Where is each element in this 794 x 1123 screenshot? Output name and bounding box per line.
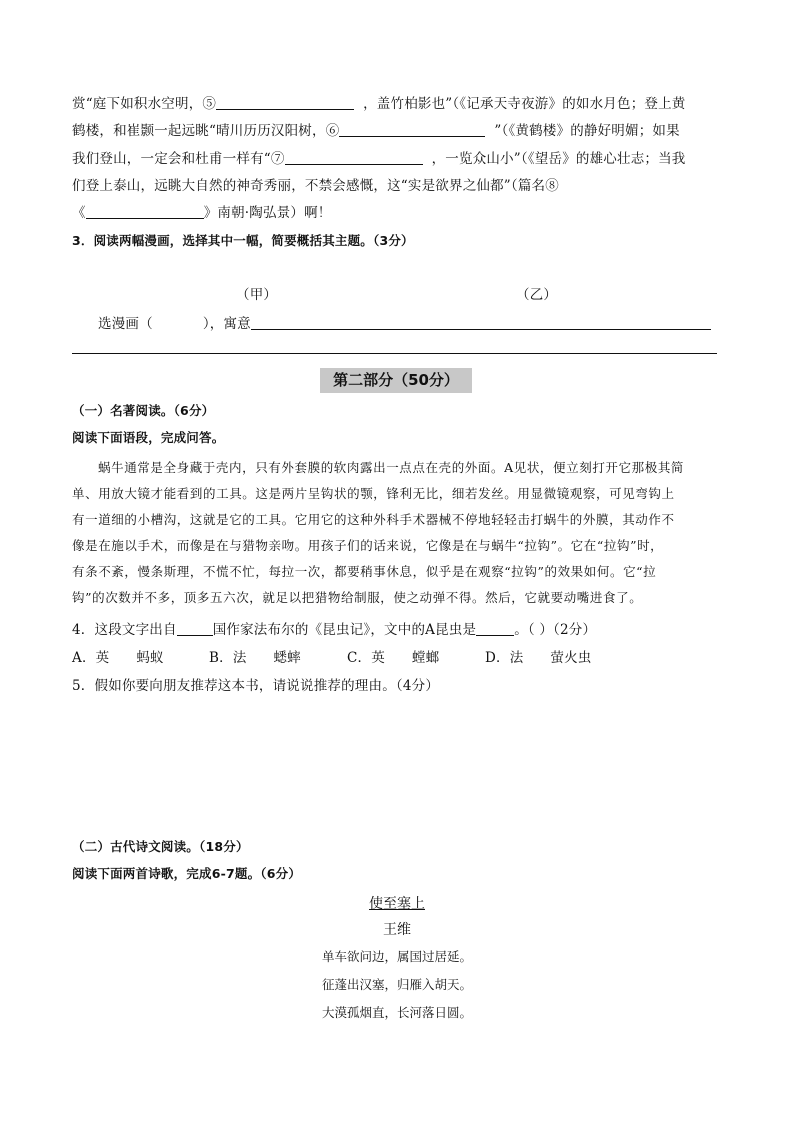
poem-line: 大漠孤烟直，长河落日圆。 xyxy=(321,1005,472,1020)
choice-letter: A．英 xyxy=(72,650,110,666)
fill-text: 《 xyxy=(72,205,86,221)
passage-line: 像是在施以手术，而像是在与猎物亲吻。用孩子们的话来说，它像是在与蜗牛“拉钩”。它在“拉钩”时， xyxy=(72,538,664,553)
choice-d[interactable] xyxy=(485,648,592,668)
answer-prefix: 选漫画（ xyxy=(98,316,153,332)
fill-text: ，一览众山小”（《望岳》的雄心壮志；当我 xyxy=(431,151,686,167)
passage-line: 有一道细的小槽沟，这就是它的工具。它用它的这种外科手术器械不停地轻轻击打蜗牛的外膜，其动作不 xyxy=(72,512,675,527)
answer-mid: ），寓意 xyxy=(202,316,251,332)
country-blank[interactable] xyxy=(177,621,213,636)
question-4 xyxy=(72,620,596,640)
choice-insect: 螳螂 xyxy=(411,650,440,666)
choice-letter: C．英 xyxy=(347,650,385,666)
blank-8[interactable] xyxy=(86,204,204,219)
choice-a[interactable] xyxy=(72,648,164,668)
section2-instruction: 阅读下面两首诗歌，完成6-7题。（6分） xyxy=(72,866,302,881)
q4-text: 。（ ）（2分） xyxy=(514,622,597,638)
q4-text: 国作家法布尔的《昆虫记》，文中的A昆虫是 xyxy=(212,622,477,638)
question-3: 3．阅读两幅漫画，选择其中一幅，简要概括其主题。（3分） xyxy=(72,233,414,248)
choice-c[interactable] xyxy=(347,648,439,668)
meaning-blank[interactable] xyxy=(251,315,711,330)
section1-heading: （一）名著阅读。（6分） xyxy=(72,403,215,418)
fill-line-5 xyxy=(72,203,332,223)
fill-text: 》南朝·陶弘景）啊！ xyxy=(203,205,332,221)
choice-letter: B．法 xyxy=(209,650,247,666)
poem-title: 使至塞上 xyxy=(369,896,425,912)
choice-insect: 蚂蚁 xyxy=(136,650,164,666)
fill-text: 鹤楼，和崔颢一起远眺“晴川历历汉阳树，⑥ xyxy=(72,123,340,139)
q3-answer-line xyxy=(98,314,711,334)
answer-line-2[interactable] xyxy=(72,353,717,354)
poem-line: 征蓬出汉塞，归雁入胡天。 xyxy=(321,977,472,992)
part2-title: 第二部分（50分） xyxy=(320,368,472,393)
passage-line: 单、用放大镜才能看到的工具。这是两片呈钩状的颚，锋利无比，细若发丝。用显微镜观察，可见弯钩上 xyxy=(72,486,675,501)
choice-insect: 萤火虫 xyxy=(550,650,592,666)
section1-instruction: 阅读下面语段，完成问答。 xyxy=(72,430,225,445)
fill-line-4: 们登上泰山，远眺大自然的神奇秀丽，不禁会感慨，这“实是欲界之仙都”（篇名⑧ xyxy=(72,178,559,194)
fill-text: 我们登山，一定会和杜甫一样有“⑦ xyxy=(72,151,285,167)
fill-text: ，盖竹柏影也”（《记承天寺夜游》的如水月色；登上黄 xyxy=(363,96,686,112)
blank-5[interactable] xyxy=(216,95,354,110)
section2-heading: （二）古代诗文阅读。（18分） xyxy=(72,839,249,854)
comic-label-jia: （甲） xyxy=(236,287,278,303)
fill-text: 赏“庭下如积水空明，⑤ xyxy=(72,96,217,112)
passage-line: 有条不紊，慢条斯理，不慌不忙，每拉一次，都要稍事休息，似乎是在观察“拉钩”的效果如何。它“拉 xyxy=(72,564,657,579)
fill-line-2 xyxy=(72,121,680,141)
poem-line: 单车欲问边，属国过居延。 xyxy=(321,949,472,964)
passage xyxy=(72,455,720,611)
insect-blank[interactable] xyxy=(476,621,514,636)
fill-text: ”（《黄鹤楼》的静好明媚；如果 xyxy=(494,123,680,139)
comic-label-yi: （乙） xyxy=(516,287,558,303)
fill-line-3 xyxy=(72,149,686,169)
blank-6[interactable] xyxy=(339,122,485,137)
blank-7[interactable] xyxy=(285,150,423,165)
q4-text: 4．这段文字出自 xyxy=(72,622,177,638)
fill-line-1 xyxy=(72,94,686,114)
choice-b[interactable] xyxy=(209,648,301,668)
poem-author: 王维 xyxy=(383,922,411,938)
choice-insect: 蟋蟀 xyxy=(273,650,301,666)
passage-line: 蜗牛通常是全身藏于壳内，只有外套膜的软肉露出一点点在壳的外面。A见状，便立刻打开它那极其简 xyxy=(98,460,685,475)
passage-line: 钩”的次数并不多，顶多五六次，就足以把猎物给制服，使之动弹不得。然后，它就要动嘴进食了。 xyxy=(72,590,643,605)
choice-letter: D．法 xyxy=(485,650,524,666)
question-5: 5．假如你要向朋友推荐这本书，请说说推荐的理由。（4分） xyxy=(72,678,440,694)
